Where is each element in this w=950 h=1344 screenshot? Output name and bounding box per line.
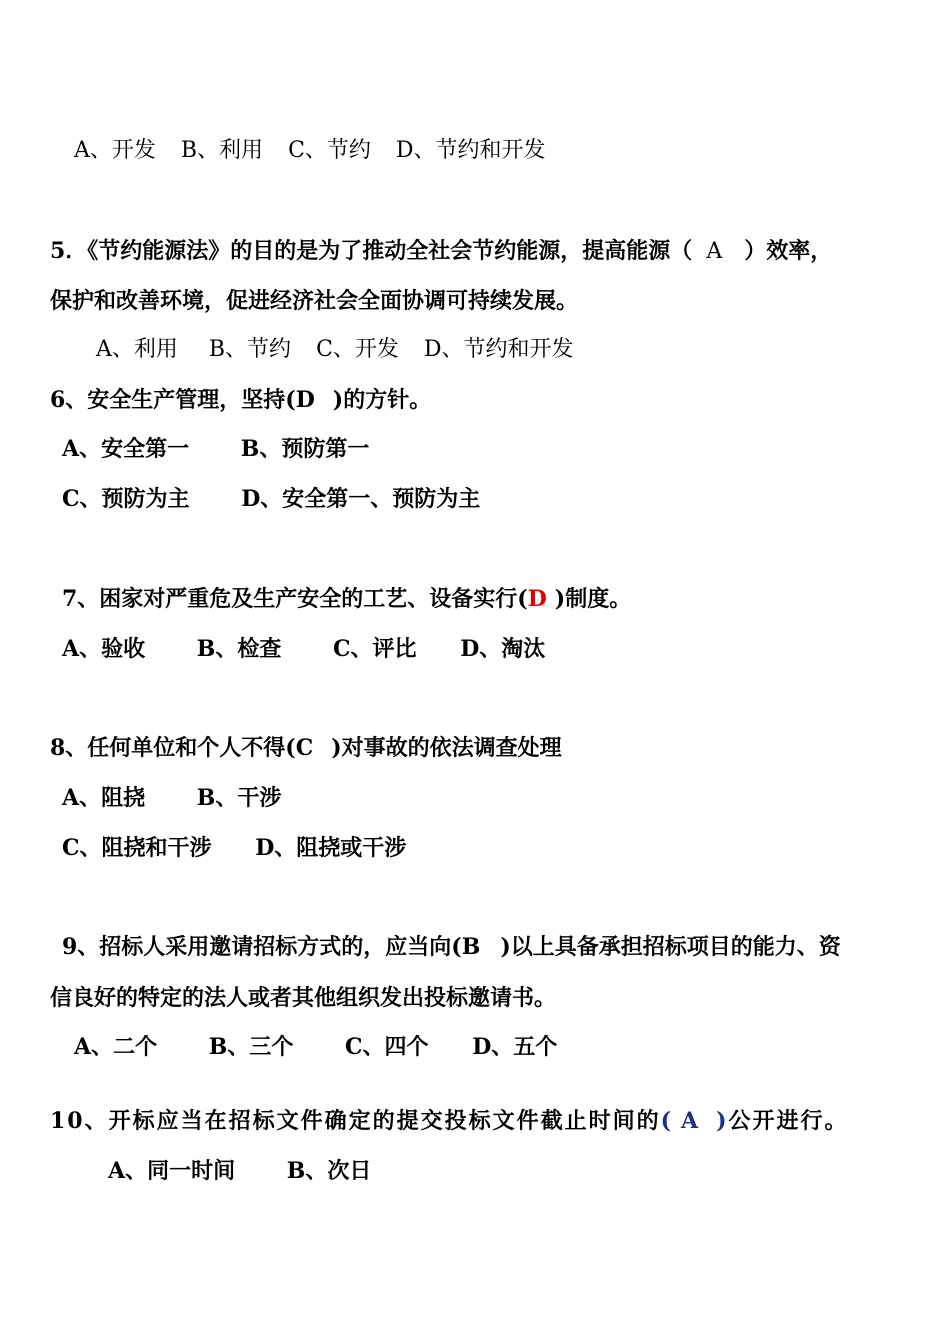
q5-stem-line1 [50,238,832,265]
q5-options [96,337,574,363]
q9-stem-pre: 9、招标人采用邀请招标方式的，应当向( [62,934,462,960]
q9-answer: B [461,934,481,960]
q10-stem [50,1108,849,1134]
q5-stem-pre: 5．《节约能源法》的目的是为了推动全社会节约能源，提高能源（ [50,238,693,264]
q5-answer: A [706,239,723,264]
q7-stem [62,586,631,612]
q7-stem-post: )制度。 [554,586,632,612]
q10-option-a: A、同一时间 [108,1158,236,1184]
q4-option-a: A、开发 [74,138,156,163]
q5-stem-post: ）效率， [744,238,833,264]
q10-answer: A [681,1108,701,1134]
q8-option-c: C、阻挠和干涉 [62,835,212,861]
q8-option-a: A、阻挠 [62,785,146,811]
q9-option-c: C、四个 [345,1034,429,1060]
q7-stem-pre: 7、困家对严重危及生产安全的工艺、设备实行( [62,586,528,612]
q4-options [74,138,546,164]
q5-option-a: A、利用 [96,337,178,362]
q8-stem [50,735,562,761]
q4-option-c: C、节约 [288,138,371,163]
q8-options-row2 [62,835,406,861]
q9-option-a: A、二个 [74,1034,158,1060]
q10-stem-pre: 10、开标应当在招标文件确定的提交投标文件截止时间的 [50,1108,661,1134]
q9-options [74,1034,557,1060]
q10-close-paren: ) [716,1108,729,1134]
q6-stem-pre: 6、安全生产管理，坚持( [50,387,296,413]
q5-stem-line2: 保护和改善环境，促进经济社会全面协调可持续发展。 [50,288,579,314]
q7-option-b: B、检查 [196,636,282,662]
q9-stem-line1 [62,934,841,960]
q5-option-d: D、节约和开发 [423,337,574,362]
q5-option-c: C、开发 [316,337,399,362]
q7-option-c: C、评比 [333,636,417,662]
q6-option-d: D、安全第一、预防为主 [241,486,481,512]
q6-option-a: A、安全第一 [62,436,190,462]
q10-option-b: B、次日 [286,1158,372,1184]
q4-option-d: D、节约和开发 [395,138,546,163]
q9-option-d: D、五个 [472,1034,558,1060]
q8-stem-pre: 8、任何单位和个人不得( [50,735,296,761]
q6-options-row2 [62,486,480,512]
q7-option-d: D、淘汰 [460,636,546,662]
q6-answer: D [295,387,315,413]
q6-options-row1 [62,436,369,462]
q7-options [62,636,545,662]
q6-option-b: B、预防第一 [240,436,370,462]
q10-stem-post: 公开进行。 [728,1108,849,1134]
q8-answer: C [295,735,314,761]
q6-option-c: C、预防为主 [62,486,190,512]
q8-option-b: B、干涉 [196,785,282,811]
q10-options [108,1158,371,1184]
q7-option-a: A、验收 [62,636,146,662]
q5-option-b: B、节约 [208,337,292,362]
q4-option-b: B、利用 [180,138,264,163]
q8-option-d: D、阻挠或干涉 [255,835,407,861]
q9-stem-post: )以上具备承担招标项目的能力、资 [500,934,841,960]
q6-stem-post: )的方针。 [332,387,432,413]
q7-answer: D [527,586,547,612]
q8-options-row1 [62,785,281,811]
q6-stem [50,387,431,413]
q10-open-paren: ( [660,1108,674,1134]
q9-stem-line2: 信良好的特定的法人或者其他组织发出投标邀请书。 [50,985,557,1011]
q9-option-b: B、三个 [208,1034,294,1060]
q8-stem-post: )对事故的依法调查处理 [331,735,562,761]
